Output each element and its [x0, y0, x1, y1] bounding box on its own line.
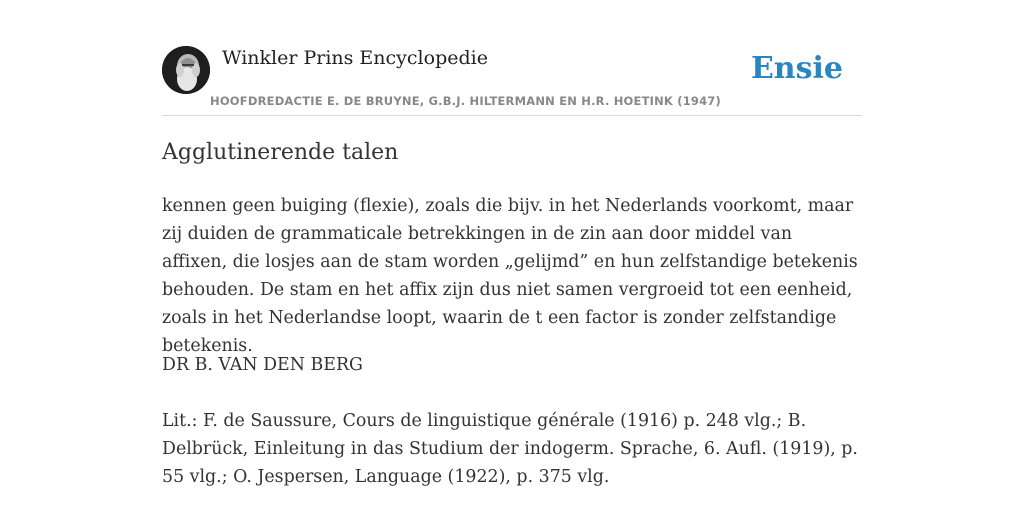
ensie-logo[interactable]: Ensie [750, 51, 843, 86]
entry-author: DR B. VAN DEN BERG [162, 355, 363, 375]
literature-references: Lit.: F. de Saussure, Cours de linguistique générale (1916) p. 248 vlg.; B. Delbrück, Einleitung in das Studium der indogerm. Sprache, 6. Aufl. (1919), p. 55 vlg.; O. Jespersen, Language (1922), p. 375 vlg. [162, 411, 858, 487]
entry-body: kennen geen buiging (flexie), zoals die bijv. in het Nederlands voorkomt, maar zij duiden de grammaticale betrekkingen in de zin aan door middel van affixen, die losjes aan de stam worden „gelijmd” en hun zelfstandige betekenis behouden. De stam en het affix zijn dus niet samen vergroeid tot een eenheid, zoals in het Nederlandse loopt, waarin de t een factor is zonder zelfstandige betekenis. [162, 196, 858, 356]
entry-title: Agglutinerende talen [162, 140, 399, 165]
editorial-credits: HOOFDREDACTIE E. DE BRUYNE, G.B.J. HILTERMANN EN H.R. HOETINK (1947) [210, 94, 721, 108]
portrait-icon [162, 46, 210, 94]
site-header [162, 40, 862, 116]
site-title[interactable]: Winkler Prins Encyclopedie [222, 47, 488, 69]
portrait-avatar[interactable] [162, 46, 210, 94]
